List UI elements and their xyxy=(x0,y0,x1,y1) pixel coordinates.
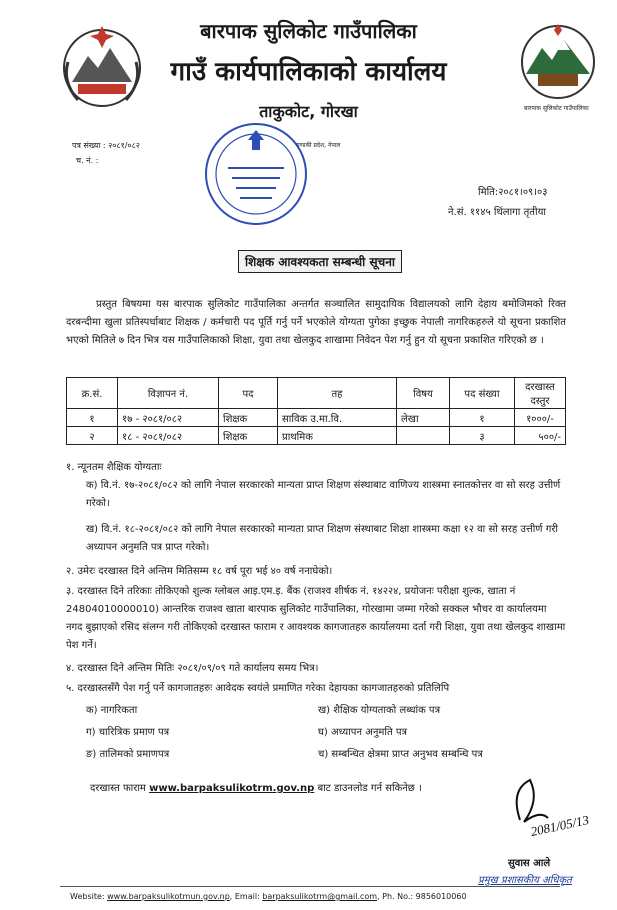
col-serial: क्र.सं. xyxy=(67,378,118,409)
application-method: ३. दरखास्त दिने तरिकाः तोकिएको शुल्क ग्लोबल आइ.एम.इ. बैंक (राजश्व शीर्षक नं. १४२२४, प्रयोजनः परीक्षा शुल्क, खाता नं 24804010000010) आन्तरिक राजश्व खाता बारपाक सुलिकोट गाउँपालिका, गोरखामा जम्मा गरेको सक्कल भौचर वा कार्यालयमा नगद बुझाएको रसिद संलग्न गरी तोकिएको दरखास्त फाराम र आवश्यक कागजातहरु कार्यालयमा दर्ता गरी शिक्षा, युवा तथा खेलकुद शाखामा पेश गर्ने। xyxy=(66,586,566,651)
signer-name: सुवास आले xyxy=(508,858,551,869)
document-item: ख) शैक्षिक योग्यताको लब्धांक पत्र xyxy=(318,705,441,716)
cell-level: प्राथमिक xyxy=(278,427,397,445)
phone-number: , Ph. No.: 9856010060 xyxy=(377,892,467,901)
province-name: गण्डकी प्रदेश, नेपाल xyxy=(296,142,341,149)
download-note xyxy=(90,780,422,794)
age-requirement: २. उमेरः दरखास्त दिने अन्तिम मितिसम्म १८ वर्ष पूरा भई ४० वर्ष ननाघेको। xyxy=(66,566,333,577)
svg-text:2081/05/13: 2081/05/13 xyxy=(529,812,591,840)
document-item: च) सम्बन्धित क्षेत्रमा प्राप्त अनुभव सम्बन्धि पत्र xyxy=(318,749,483,760)
qualification-b: ख) वि.नं. १८-२०८१/०८२ को लागि नेपाल सरकारको मान्यता प्राप्त शिक्षण संस्थाबाट शिक्षा शास्त्रमा कक्षा १२ वा सो सरह उत्तीर्ण गरी अध्यापन अनुमति पत्र प्राप्त गरेको। xyxy=(86,524,559,553)
qualification-a: क) वि.नं. १७-२०८१/०८२ को लागि नेपाल सरकारको मान्यता प्राप्त शिक्षण संस्थाबाट वाणिज्य शास्त्रमा स्नातकोत्तर वा सो सरह उत्तीर्ण गरेको। xyxy=(86,480,561,509)
required-documents-heading: ५. दरखास्तसँगै पेश गर्नु पर्ने कागजातहरुः आवेदक स्वयंले प्रमाणित गरेका देहायका कागजातहरुको प्रतिलिपि xyxy=(66,683,450,694)
document-item: क) नागरिकता xyxy=(86,705,138,716)
cell-count: १ xyxy=(450,409,515,427)
application-deadline: ४. दरखास्त दिने अन्तिम मितिः २०८१/०९/०९ गते कार्यालय समय भित्र। xyxy=(66,663,319,674)
cell-level: साविक उ.मा.वि. xyxy=(278,409,397,427)
col-fee: दरखास्त दस्तुर xyxy=(515,378,566,409)
cell-post: शिक्षक xyxy=(219,427,278,445)
office-stamp-icon xyxy=(200,118,312,230)
download-suffix: बाट डाउनलोड गर्न सकिनेछ । xyxy=(317,783,422,794)
qualification-heading: १. न्यूनतम शैक्षिक योग्यताः xyxy=(66,462,162,473)
document-item: ग) चारित्रिक प्रमाण पत्र xyxy=(86,727,170,738)
col-subject: विषय xyxy=(397,378,450,409)
reference-number: पत्र संख्या : २०८१/०८२ xyxy=(72,141,140,150)
cell-ad-no: १७ - २०८१/०८२ xyxy=(118,409,219,427)
office-location: ताकुकोट, गोरखा xyxy=(259,102,358,121)
intro-paragraph: प्रस्तुत बिषयमा यस बारपाक सुलिकोट गाउँपालिका अन्तर्गत सञ्चालित सामुदायिक विद्यालयको लागि देहाय बमोजिमको रिक्त दरबन्दीमा खुला प्रतिस्पर्धाबाट शिक्षक / कर्मचारी पद पूर्ति गर्नु पर्ने भएकोले योग्यता पुगेका इच्छुक नेपाली नागरिकहरुले यो सूचना प्रकाशित भएको मितिले ७ दिन भित्र यस गाउँपालिकाको शिक्षा, युवा तथा खेलकुद शाखामा निवेदन पेश गर्नु हुन यो सूचना प्रकाशित गरिएको छ । xyxy=(66,299,566,346)
municipality-name: बारपाक सुलिकोट गाउँपालिका xyxy=(200,19,417,43)
cell-serial: १ xyxy=(67,409,118,427)
cell-serial: २ xyxy=(67,427,118,445)
cell-ad-no: १८ - २०८१/०८२ xyxy=(118,427,219,445)
cell-count: ३ xyxy=(450,427,515,445)
download-prefix: दरखास्त फाराम xyxy=(90,783,146,794)
office-name: गाउँ कार्यपालिकाको कार्यालय xyxy=(170,57,447,87)
cell-subject: लेखा xyxy=(397,409,450,427)
vacancy-table xyxy=(66,377,566,445)
email-link[interactable]: barpaksulikotrm@gmail.com xyxy=(262,892,378,901)
website-label: Website: xyxy=(70,892,105,901)
cell-fee: १०००/- xyxy=(515,409,566,427)
download-link[interactable]: www.barpaksulikotrm.gov.np xyxy=(149,783,315,794)
document-item: घ) अध्यापन अनुमति पत्र xyxy=(318,727,408,738)
handwritten-signature xyxy=(500,770,600,840)
nepal-sambat-date: ने.सं. ११४५ थिंलागा तृतीया xyxy=(448,207,546,218)
emblem-caption: बारपाक सुलिकोट गाउँपालिका xyxy=(524,105,589,112)
dispatch-number: च. नं. : xyxy=(76,156,99,165)
table-header-row xyxy=(67,378,566,409)
email-label: , Email: xyxy=(229,892,260,901)
document-item: ङ) तालिमको प्रमाणपत्र xyxy=(86,749,170,760)
footer-contact xyxy=(70,892,550,901)
notice-title: शिक्षक आवश्यकता सम्बन्धी सूचना xyxy=(238,250,402,273)
cell-fee: ५००/- xyxy=(515,427,566,445)
col-level: तह xyxy=(278,378,397,409)
footer-divider xyxy=(60,886,560,887)
cell-subject xyxy=(397,427,450,445)
col-ad-no: विज्ञापन नं. xyxy=(118,378,219,409)
signer-title: प्रमुख प्रशासकीय अधिकृत xyxy=(478,875,572,886)
cell-post: शिक्षक xyxy=(219,409,278,427)
table-row xyxy=(67,409,566,427)
table-row xyxy=(67,427,566,445)
col-post: पद xyxy=(219,378,278,409)
col-count: पद संख्या xyxy=(450,378,515,409)
issue-date: मिति:२०८१।०९।०३ xyxy=(478,187,548,198)
website-link[interactable]: www.barpaksulikotmun.gov.np xyxy=(107,892,230,901)
